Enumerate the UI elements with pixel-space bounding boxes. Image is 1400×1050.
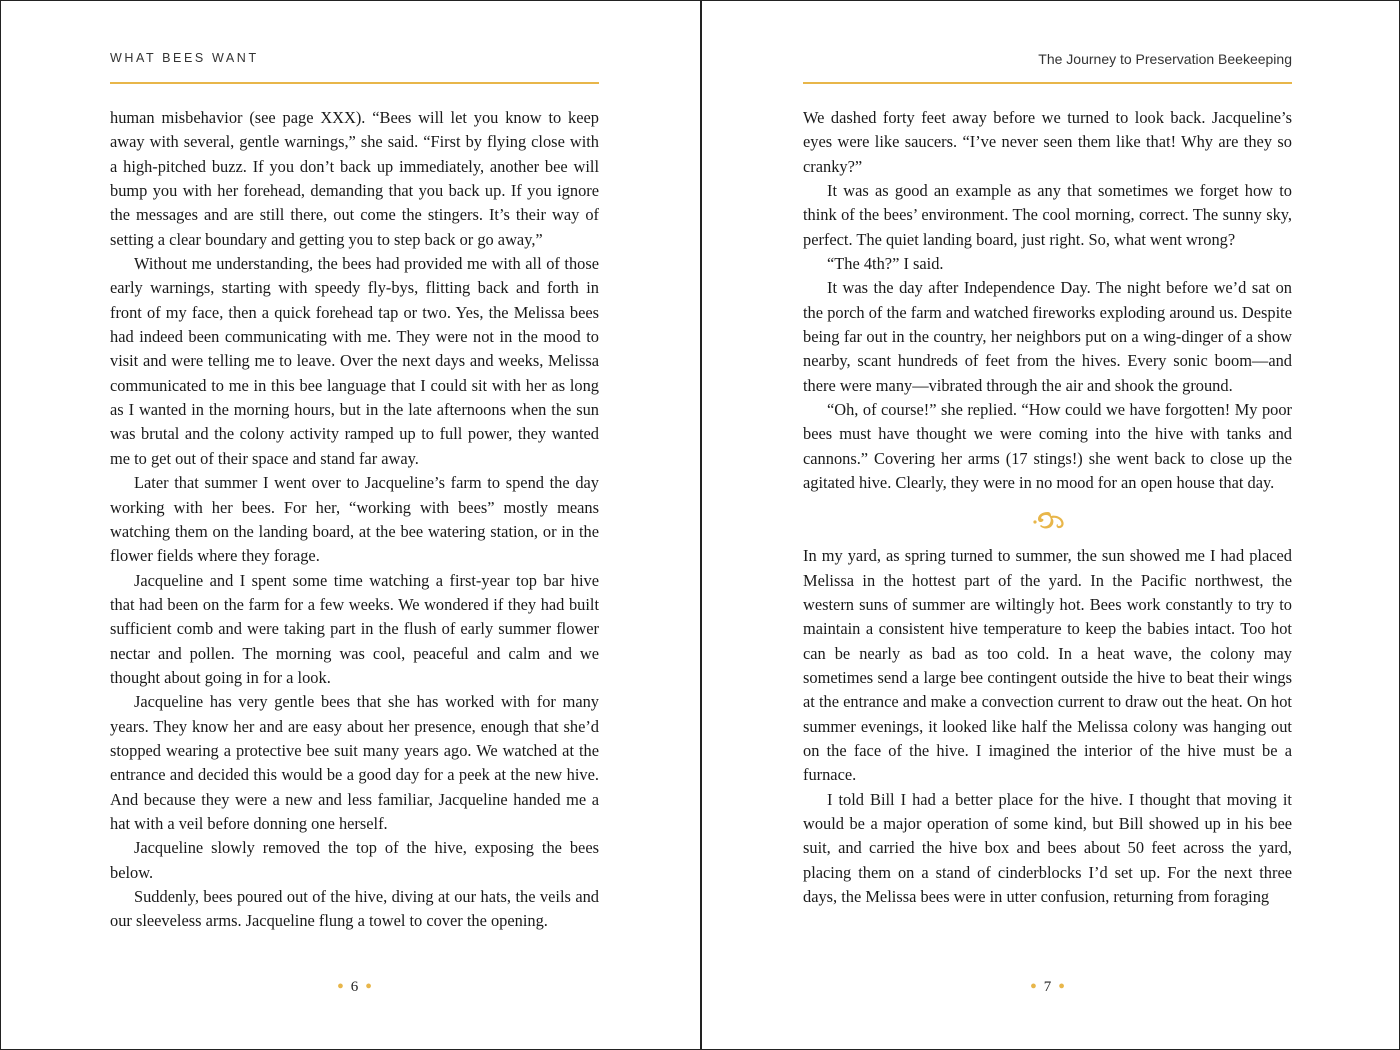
paragraph: Jacqueline slowly removed the top of the hive, exposing the bees below. [110, 838, 599, 882]
bullet-dot-icon: ● [337, 980, 344, 992]
paragraph: Later that summer I went over to Jacqueline’s farm to spend the day working with her bees. For her, “working with bees” mostly means watching them on the landing board, at the bee watering station, or in the flower fields where they forage. [110, 473, 599, 566]
section-break [803, 496, 1292, 545]
fleuron-ornament-icon [1030, 510, 1066, 530]
right-running-head: The Journey to Preservation Beekeeping [1038, 51, 1292, 67]
left-header-rule [110, 82, 599, 84]
paragraph: Jacqueline has very gentle bees that she has worked with for many years. They know her and are easy about her presence, enough that she’d stopped wearing a protective bee suit many years ago. We watched at the entrance and decided this would be a good day for a peek at the new hive. And because they were a new and less familiar, Jacqueline handed me a hat with a veil before donning one herself. [110, 692, 599, 833]
right-page-number [803, 979, 1292, 996]
right-folio-number: 7 [1043, 979, 1052, 995]
right-page [803, 1, 1292, 1050]
paragraph: “Oh, of course!” she replied. “How could we have forgotten! My poor bees must have thought we were coming into the hive with tanks and cannons.” Covering her arms (17 stings!) she went back to close up the agitated hive. Clearly, they were in no mood for an open house that day. [803, 400, 1292, 493]
left-folio-number: 6 [350, 979, 359, 995]
paragraph: “The 4th?” I said. [827, 254, 944, 274]
left-page [110, 1, 599, 1050]
left-running-head: WHAT BEES WANT [110, 51, 259, 65]
paragraph: Suddenly, bees poured out of the hive, diving at our hats, the veils and our sleeveless arms. Jacqueline flung a towel to cover the opening. [110, 887, 599, 931]
right-body-text [803, 106, 1292, 909]
paragraph: I told Bill I had a better place for the hive. I thought that moving it would be a major operation of some kind, but Bill showed up in his bee suit, and carried the hive box and bees about 50 feet across the yard, placing them on a stand of cinderblocks I’d set up. For the next three days, the Melissa bees were in utter confusion, returning from foraging [803, 789, 1292, 906]
paragraph: Jacqueline and I spent some time watching a first-year top bar hive that had been on the farm for a few weeks. We wondered if they had built sufficient comb and were taking part in the flush of early summer flower nectar and pollen. The morning was cool, peaceful and calm and we thought about going in for a look. [110, 570, 599, 687]
right-header-rule [803, 82, 1292, 84]
left-page-number [110, 979, 599, 996]
paragraph: We dashed forty feet away before we turned to look back. Jacqueline’s eyes were like saucers. “I’ve never seen them like that! Why are they so cranky?” [803, 108, 1292, 176]
paragraph: It was as good an example as any that sometimes we forget how to think of the bees’ environment. The cool morning, correct. The sunny sky, perfect. The quiet landing board, just right. So, what went wrong? [803, 181, 1292, 249]
paragraph: Without me understanding, the bees had provided me with all of those early warnings, starting with speedy fly-bys, flitting back and forth in front of my face, then a quick forehead tap or two. Yes, the Melissa bees had indeed been communicating with me. They were not in the mood to visit and were telling me to leave. Over the next days and weeks, Melissa communicated to me in this bee language that I could sit with her as long as I wanted in the morning hours, but in the late afternoons when the sun was brutal and the colony activity ramped up to full power, they wanted me to get out of their space and stand far away. [110, 254, 599, 468]
bullet-dot-icon: ● [365, 980, 372, 992]
paragraph: It was the day after Independence Day. The night before we’d sat on the porch of the farm and watched fireworks exploding around us. Despite being far out in the country, her neighbors put on a wing-dinger of a show nearby, scant hundreds of feet from the hives. Every sonic boom—and there were many—vibrated through the air and shook the ground. [803, 278, 1292, 395]
paragraph: human misbehavior (see page XXX). “Bees will let you know to keep away with several, gentle warnings,” she said. “First by flying close with a high-pitched buzz. If you don’t back up immediately, another bee will bump you with her forehead, demanding that you back up. If you ignore the messages and are still there, out come the stingers. It’s their way of setting a clear boundary and getting you to step back or go away,” [110, 108, 599, 249]
bullet-dot-icon: ● [1058, 980, 1065, 992]
left-body-text [110, 106, 599, 934]
page-gutter-divider [700, 1, 702, 1050]
bullet-dot-icon: ● [1030, 980, 1037, 992]
paragraph: In my yard, as spring turned to summer, the sun showed me I had placed Melissa in the hottest part of the yard. In the Pacific northwest, the western suns of summer are wiltingly hot. Bees work constantly to try to maintain a consistent hive temperature to keep the babies intact. Too hot can be nearly as bad as too cold. In a heat wave, the colony may sometimes send a large bee contingent outside the hive to beat their wings at the entrance and make a convection current to draw out the heat. On hot summer evenings, it looked like half the Melissa colony was hanging out on the face of the hive. I imagined the interior of the hive must be a furnace. [803, 546, 1292, 785]
